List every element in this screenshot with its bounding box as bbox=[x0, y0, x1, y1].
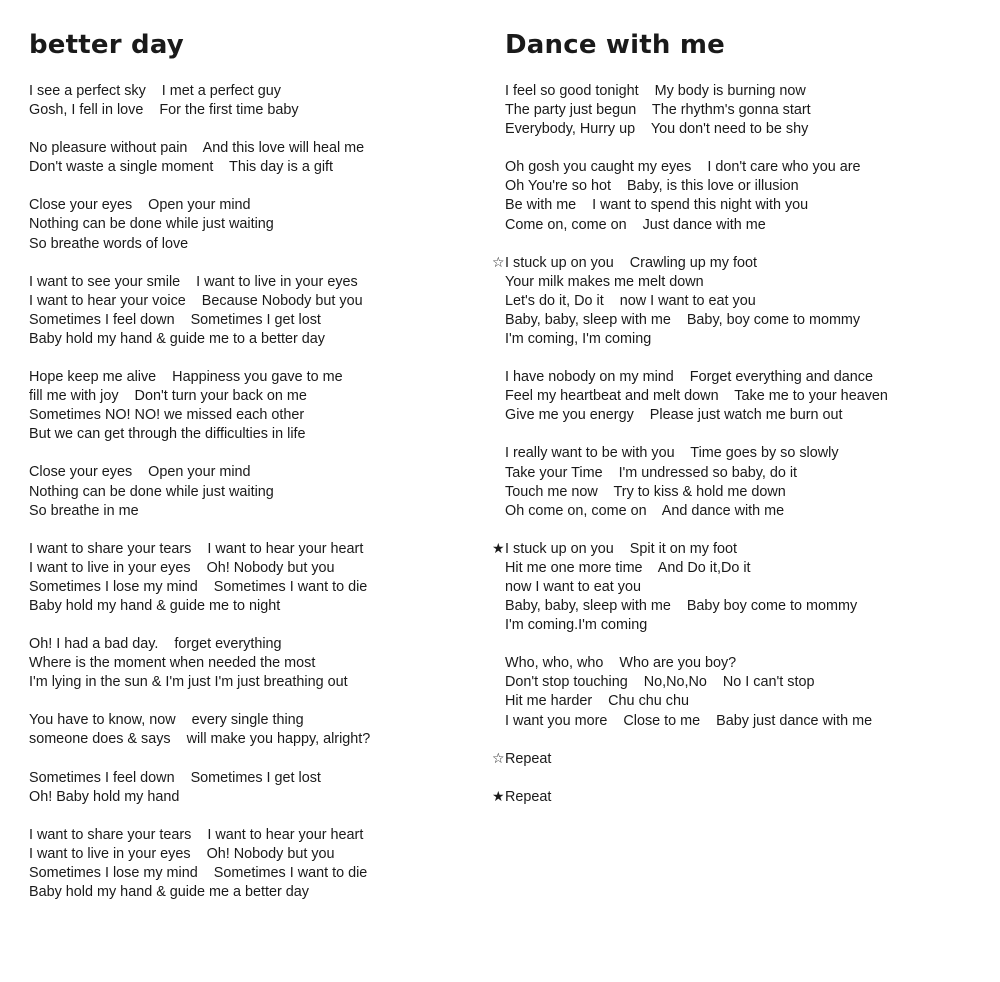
lyric-text: I'm lying in the sun & I'm just I'm just breathing out bbox=[29, 674, 348, 691]
lyric-stanza bbox=[29, 711, 370, 749]
lyric-text: I really want to be with you Time goes by so slowly bbox=[505, 445, 839, 462]
lyric-text: Baby, baby, sleep with me Baby boy come to mommy bbox=[505, 598, 858, 615]
lyric-line bbox=[29, 158, 370, 177]
lyric-line bbox=[494, 616, 888, 635]
lyric-text: Where is the moment when needed the most bbox=[29, 655, 316, 672]
lyric-line bbox=[29, 769, 370, 788]
lyric-line bbox=[29, 673, 370, 692]
lyric-text: Your milk makes me melt down bbox=[505, 273, 704, 290]
lyric-text: Touch me now Try to kiss & hold me down bbox=[505, 483, 786, 500]
lyric-text: Gosh, I fell in love For the first time baby bbox=[29, 102, 299, 119]
lyric-text: Don't stop touching No,No,No No I can't stop bbox=[505, 674, 815, 691]
lyric-text: Nothing can be done while just waiting bbox=[29, 483, 274, 500]
lyric-stanza bbox=[29, 463, 370, 520]
lyric-text: Oh! Baby hold my hand bbox=[29, 788, 180, 805]
lyric-text: I want you more Close to me Baby just dance with me bbox=[505, 712, 873, 729]
lyric-line bbox=[494, 82, 888, 101]
lyric-stanza bbox=[29, 540, 370, 616]
lyric-stanza bbox=[29, 273, 370, 349]
lyric-line bbox=[494, 692, 888, 711]
lyric-text: Close your eyes Open your mind bbox=[29, 464, 251, 481]
lyric-stanza bbox=[494, 368, 888, 425]
lyric-line bbox=[29, 559, 370, 578]
lyric-stanza bbox=[29, 368, 370, 444]
lyric-line bbox=[494, 273, 888, 292]
lyric-stanza bbox=[29, 82, 370, 120]
lyric-text: Oh gosh you caught my eyes I don't care who you are bbox=[505, 159, 861, 176]
lyric-line bbox=[29, 540, 370, 559]
lyric-text: I want to live in your eyes Oh! Nobody but you bbox=[29, 559, 335, 576]
lyric-line bbox=[494, 311, 888, 330]
lyric-line bbox=[29, 406, 370, 425]
filled-star-icon: ★ bbox=[492, 788, 505, 805]
lyric-line bbox=[494, 387, 888, 406]
lyric-text: Sometimes I lose my mind Sometimes I want to die bbox=[29, 578, 368, 595]
lyric-text: Close your eyes Open your mind bbox=[29, 197, 251, 214]
lyric-line bbox=[494, 120, 888, 139]
lyric-text: Repeat bbox=[505, 750, 552, 767]
lyric-line bbox=[494, 254, 888, 273]
lyric-line bbox=[29, 578, 370, 597]
outline-star-icon: ☆ bbox=[492, 254, 505, 271]
lyric-stanza bbox=[494, 82, 888, 139]
outline-star-icon: ☆ bbox=[492, 750, 505, 767]
lyric-line bbox=[29, 597, 370, 616]
lyric-text: I'm coming, I'm coming bbox=[505, 331, 652, 348]
lyric-text: Give me you energy Please just watch me burn out bbox=[505, 407, 843, 424]
lyric-line bbox=[494, 368, 888, 387]
lyric-text: Repeat bbox=[505, 788, 552, 805]
lyric-line bbox=[494, 540, 888, 559]
lyric-line bbox=[29, 101, 370, 120]
lyric-text: Oh! I had a bad day. forget everything bbox=[29, 636, 282, 653]
lyric-text: I want to share your tears I want to hear your heart bbox=[29, 540, 364, 557]
lyric-line bbox=[494, 750, 888, 769]
lyric-stanza bbox=[29, 139, 370, 177]
lyric-text: Sometimes I feel down Sometimes I get lost bbox=[29, 311, 321, 328]
lyric-text: I want to share your tears I want to hear your heart bbox=[29, 826, 364, 843]
lyric-text: I want to hear your voice Because Nobody but you bbox=[29, 292, 363, 309]
lyric-text: I stuck up on you Crawling up my foot bbox=[505, 254, 757, 271]
lyric-line bbox=[29, 788, 370, 807]
lyric-stanza bbox=[494, 654, 888, 730]
lyric-text: Feel my heartbeat and melt down Take me to your heaven bbox=[505, 388, 888, 405]
lyric-line bbox=[29, 502, 370, 521]
lyric-line bbox=[29, 654, 370, 673]
lyric-text: Oh come on, come on And dance with me bbox=[505, 502, 785, 519]
lyric-text: Hope keep me alive Happiness you gave to me bbox=[29, 369, 343, 386]
lyric-line bbox=[494, 483, 888, 502]
lyric-text: Who, who, who Who are you boy? bbox=[505, 655, 737, 672]
lyric-stanza bbox=[29, 769, 370, 807]
lyric-line bbox=[494, 464, 888, 483]
lyric-text: someone does & says will make you happy, alright? bbox=[29, 731, 371, 748]
lyric-text: Come on, come on Just dance with me bbox=[505, 216, 766, 233]
lyric-text: I feel so good tonight My body is burning now bbox=[505, 83, 806, 99]
lyric-line bbox=[29, 883, 370, 902]
lyric-stanza bbox=[494, 750, 888, 769]
lyric-text: Baby, baby, sleep with me Baby, boy come to mommy bbox=[505, 311, 861, 328]
lyric-line bbox=[494, 597, 888, 616]
lyric-line bbox=[494, 196, 888, 215]
lyric-line bbox=[29, 864, 370, 883]
lyric-line bbox=[29, 711, 370, 730]
song-title: better day bbox=[29, 30, 184, 60]
lyric-stanza bbox=[29, 635, 370, 692]
lyric-stanza bbox=[29, 196, 370, 253]
lyric-line bbox=[494, 406, 888, 425]
lyric-line bbox=[494, 158, 888, 177]
lyric-text: I see a perfect sky I met a perfect guy bbox=[29, 83, 281, 99]
lyric-text: But we can get through the difficulties in life bbox=[29, 426, 306, 443]
lyric-text: fill me with joy Don't turn your back on me bbox=[29, 388, 307, 405]
lyric-line bbox=[494, 788, 888, 807]
lyric-text: Oh You're so hot Baby, is this love or illusion bbox=[505, 178, 799, 195]
lyric-line bbox=[29, 463, 370, 482]
lyric-line bbox=[494, 673, 888, 692]
lyric-text: I have nobody on my mind Forget everything and dance bbox=[505, 369, 873, 386]
song-title: Dance with me bbox=[505, 30, 725, 60]
lyric-line bbox=[29, 387, 370, 406]
lyric-line bbox=[494, 444, 888, 463]
lyric-line bbox=[29, 425, 370, 444]
lyric-text: Everybody, Hurry up You don't need to be shy bbox=[505, 121, 809, 138]
lyric-line bbox=[29, 215, 370, 234]
lyric-text: I'm coming.I'm coming bbox=[505, 617, 648, 634]
lyric-text: Let's do it, Do it now I want to eat you bbox=[505, 292, 756, 309]
lyric-text: No pleasure without pain And this love will heal me bbox=[29, 140, 365, 157]
lyric-text: I want to see your smile I want to live in your eyes bbox=[29, 273, 358, 290]
lyric-line bbox=[29, 368, 370, 387]
lyric-stanza bbox=[494, 444, 888, 520]
lyric-line bbox=[494, 330, 888, 349]
lyric-text: Baby hold my hand & guide me to a better day bbox=[29, 330, 325, 347]
lyric-stanza bbox=[494, 158, 888, 234]
lyric-line bbox=[29, 292, 370, 311]
lyric-text: Sometimes I feel down Sometimes I get lost bbox=[29, 769, 321, 786]
lyric-text: So breathe words of love bbox=[29, 235, 189, 252]
lyric-line bbox=[29, 235, 370, 254]
lyric-text: So breathe in me bbox=[29, 502, 139, 519]
lyric-text: Sometimes I lose my mind Sometimes I want to die bbox=[29, 864, 368, 881]
lyric-line bbox=[494, 177, 888, 196]
lyric-line bbox=[29, 826, 370, 845]
lyric-line bbox=[494, 578, 888, 597]
lyric-line bbox=[494, 712, 888, 731]
lyric-line bbox=[29, 845, 370, 864]
lyric-text: I stuck up on you Spit it on my foot bbox=[505, 540, 737, 557]
lyric-text: Baby hold my hand & guide me to night bbox=[29, 597, 281, 614]
lyric-text: Take your Time I'm undressed so baby, do it bbox=[505, 464, 798, 481]
lyric-line bbox=[29, 196, 370, 215]
lyric-text: Hit me harder Chu chu chu bbox=[505, 693, 689, 710]
lyric-text: You have to know, now every single thing bbox=[29, 712, 304, 729]
lyric-line bbox=[29, 82, 370, 101]
lyric-text: now I want to eat you bbox=[505, 578, 641, 595]
lyric-line bbox=[494, 292, 888, 311]
filled-star-icon: ★ bbox=[492, 540, 505, 557]
lyric-text: Hit me one more time And Do it,Do it bbox=[505, 559, 751, 576]
lyric-text: I want to live in your eyes Oh! Nobody but you bbox=[29, 845, 335, 862]
lyric-line bbox=[29, 330, 370, 349]
lyric-stanza bbox=[494, 540, 888, 635]
lyric-text: Sometimes NO! NO! we missed each other bbox=[29, 407, 305, 424]
lyric-line bbox=[494, 101, 888, 120]
lyric-text: Nothing can be done while just waiting bbox=[29, 216, 274, 233]
lyric-line bbox=[29, 311, 370, 330]
lyric-line bbox=[29, 635, 370, 654]
lyric-text: The party just begun The rhythm's gonna start bbox=[505, 102, 811, 119]
lyric-line bbox=[29, 730, 370, 749]
lyric-line bbox=[29, 273, 370, 292]
lyric-stanza bbox=[494, 788, 888, 807]
lyrics-body bbox=[494, 82, 888, 826]
lyric-text: Be with me I want to spend this night with you bbox=[505, 197, 809, 214]
lyric-stanza bbox=[494, 254, 888, 349]
lyric-line bbox=[494, 502, 888, 521]
lyric-line bbox=[29, 139, 370, 158]
lyric-line bbox=[494, 216, 888, 235]
lyric-text: Don't waste a single moment This day is a gift bbox=[29, 159, 334, 176]
lyric-line bbox=[494, 654, 888, 673]
lyric-text: Baby hold my hand & guide me a better day bbox=[29, 884, 309, 900]
lyric-line bbox=[494, 559, 888, 578]
lyric-stanza bbox=[29, 826, 370, 902]
lyrics-body bbox=[29, 82, 370, 921]
lyric-line bbox=[29, 483, 370, 502]
